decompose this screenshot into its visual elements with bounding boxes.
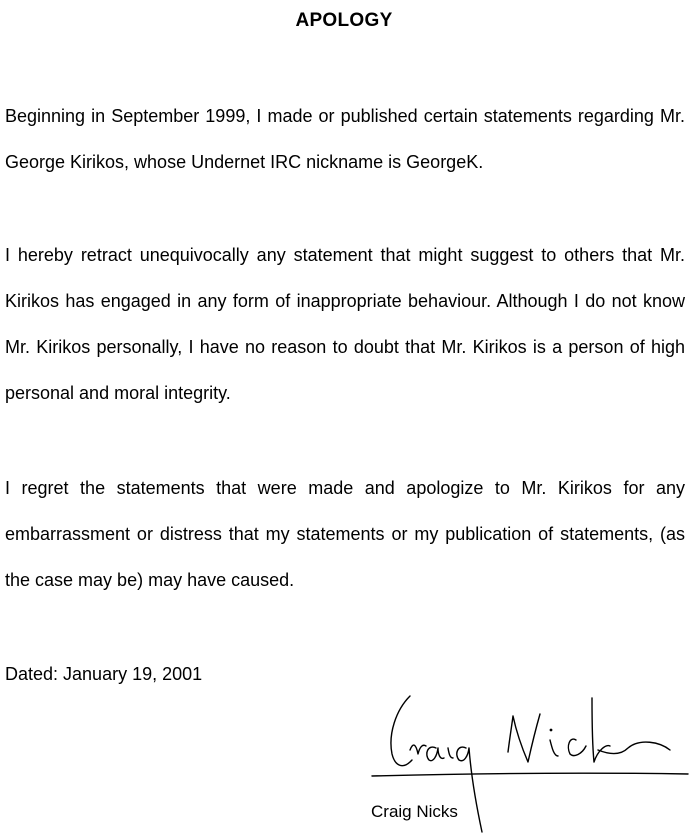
paragraph-retraction: I hereby retract unequivocally any statement that might suggest to others that Mr. Kirikos has engaged in any form of inappropriate behaviour. Although I do not know Mr. Kirikos personally, I have no reason to doubt that Mr. Kirikos is a person of high personal and moral integrity. [5, 245, 685, 403]
signatory-name: Craig Nicks [371, 802, 458, 821]
paragraph-statements-made: Beginning in September 1999, I made or published certain statements regarding Mr. George Kirikos, whose Undernet IRC nickname is GeorgeK. [5, 106, 685, 172]
dated-line: Dated: January 19, 2001 [5, 664, 203, 684]
paragraph-regret: I regret the statements that were made and apologize to Mr. Kirikos for any embarrassment or distress that my statements or my publication of statements, (as the case may be) may have caused. [5, 478, 685, 590]
document-title: APOLOGY [295, 10, 393, 31]
